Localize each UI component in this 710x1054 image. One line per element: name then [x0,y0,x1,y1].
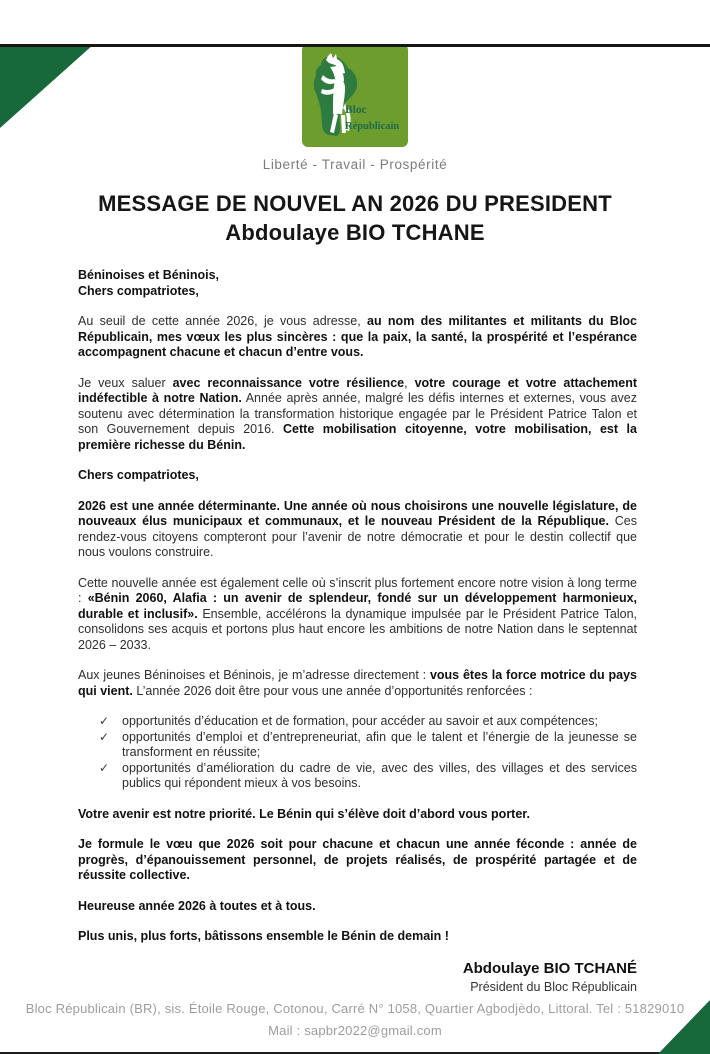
bold-text-run: Heureuse année 2026 à toutes et à tous. [78,898,316,913]
text-run: , [404,375,415,390]
bold-text-run: avec reconnaissance votre résilience [172,375,405,390]
text-run: opportunités d’emploi et d’entrepreneuriat, afin que le talent et l’énergie de la jeunesse se transforment en réussite; [122,729,637,760]
bold-text-run: Plus unis, plus forts, bâtissons ensemble le Bénin de demain ! [78,929,449,944]
letter-title-line2: Abdoulaye BIO TCHANE [225,220,485,246]
salutation-opening [78,268,637,299]
paragraph-voeux [78,314,637,361]
paragraph-heureuse-annee [78,899,637,915]
text-run: Cette nouvelle année est également celle où s’inscrit plus fortement encore notre vision à long terme : [78,575,637,606]
checklist-item-text [122,730,637,761]
bold-text-run: 2026 est une année déterminante. Une année où nous choisirons une nouvelle législature, de nouveaux élus municipaux et communaux, et le nouveau Président de la République. [78,498,637,529]
letter-body [0,268,710,945]
text-run: Ensemble, accélérons la dynamique impulsée par le Président Patrice Talon, consolidons ses acquis et portons plus haut encore les ambitions de notre Nation dans le septennat 2026 – 2033. [78,606,638,652]
checklist-item [78,714,637,730]
text-run: opportunités d’éducation et de formation, pour accéder au savoir et aux compétences; [122,714,598,729]
text-run: Je veux saluer [78,375,173,390]
signature-role: Président du Bloc Républicain [470,979,637,994]
checkmark-icon: ✓ [99,760,110,775]
logo-text-line1: Bloc [345,104,367,116]
footer [0,998,710,1042]
letter-title [60,189,650,247]
checklist-item-text [122,761,637,792]
party-motto: Liberté - Travail - Prospérité [262,157,448,172]
logo-text-line2: Républicain [345,121,400,132]
bold-text-run: votre courage et votre attachement indéfectible à notre Nation. [78,375,638,406]
opportunities-list [78,714,637,792]
bold-text-run: Votre avenir est notre priorité. Le Bénin qui s’élève doit d’abord vous porter. [78,806,530,821]
bloc-republicain-logo [302,44,408,152]
paragraph-vision-2060 [78,576,637,654]
signature-block [0,960,710,994]
paragraph-priorite [78,807,637,823]
footer-address: Bloc Républicain (BR), sis. Étoile Rouge, Cotonou, Carré N° 1058, Quartier Agbodjèdo, Littoral. Tel : 51829010 [25,1001,685,1016]
checklist-item-text [122,714,637,730]
paragraph-jeunesse [78,668,637,699]
bold-text-run: Béninoises et Béninois, [78,268,220,283]
bold-text-run: Cette mobilisation citoyenne, votre mobilisation, est la première richesse du Bénin. [78,422,637,452]
bold-text-run: au nom des militantes et militants du Bloc Républicain, mes vœux les plus sincères : que la paix, la santé, la prospérité et l’espérance accompagnent chacune et chacun d’entre vous. [78,314,637,360]
text-run: Année après année, malgré les défis internes et externes, vous avez soutenu avec détermination la transformation historique engagée par le Président Patrice Talon et son Gouvernement depuis 2016. [78,391,638,437]
letterhead [0,44,710,247]
bold-text-run: Je formule le vœu que 2026 soit pour chacune et chacun une année féconde : année de progrès, d’épanouissement personnel, de projets réalisés, de prospérité partagée et de réussite collective. [78,837,637,883]
text-run: Ces rendez-vous citoyens compteront pour l’avenir de notre démocratie et pour le destin collectif que nous voulons construire. [78,514,638,560]
top-border-line [0,44,710,47]
bold-text-run: «Bénin 2060, Alafia : un avenir de splendeur, fondé sur un développement harmonieux, durable et inclusif». [78,591,638,621]
signature-name: Abdoulaye BIO TCHANÉ [462,959,637,977]
bold-text-run: Chers compatriotes, [78,283,199,298]
salutation-compatriotes [78,468,637,484]
paragraph-devise-finale [78,929,637,945]
letter-title-line1: MESSAGE DE NOUVEL AN 2026 DU PRESIDENT [98,191,612,216]
bold-text-run: vous êtes la force motrice du pays qui vient. [78,668,637,698]
paragraph-annee-determinante [78,499,637,561]
bloc-republicain-logo-graphic [302,44,408,147]
text-run: opportunités d’amélioration du cadre de vie, avec des villes, des villages et des services publics qui répondent mieux à vos besoins. [122,760,637,791]
text-run: Aux jeunes Béninoises et Béninois, je m’adresse directement : [78,668,430,683]
checklist-item [78,730,637,761]
paragraph-resilience [78,376,637,454]
checkmark-icon: ✓ [99,714,110,729]
footer-email: Mail : sapbr2022@gmail.com [268,1023,442,1038]
text-run: Au seuil de cette année 2026, je vous adresse, [78,314,368,329]
paragraph-voeu-feconde [78,837,637,884]
bold-text-run: Chers compatriotes, [78,468,199,483]
checklist-item [78,761,637,792]
checkmark-icon: ✓ [99,729,110,744]
text-run: L’année 2026 doit être pour vous une année d’opportunités renforcées : [132,683,533,698]
